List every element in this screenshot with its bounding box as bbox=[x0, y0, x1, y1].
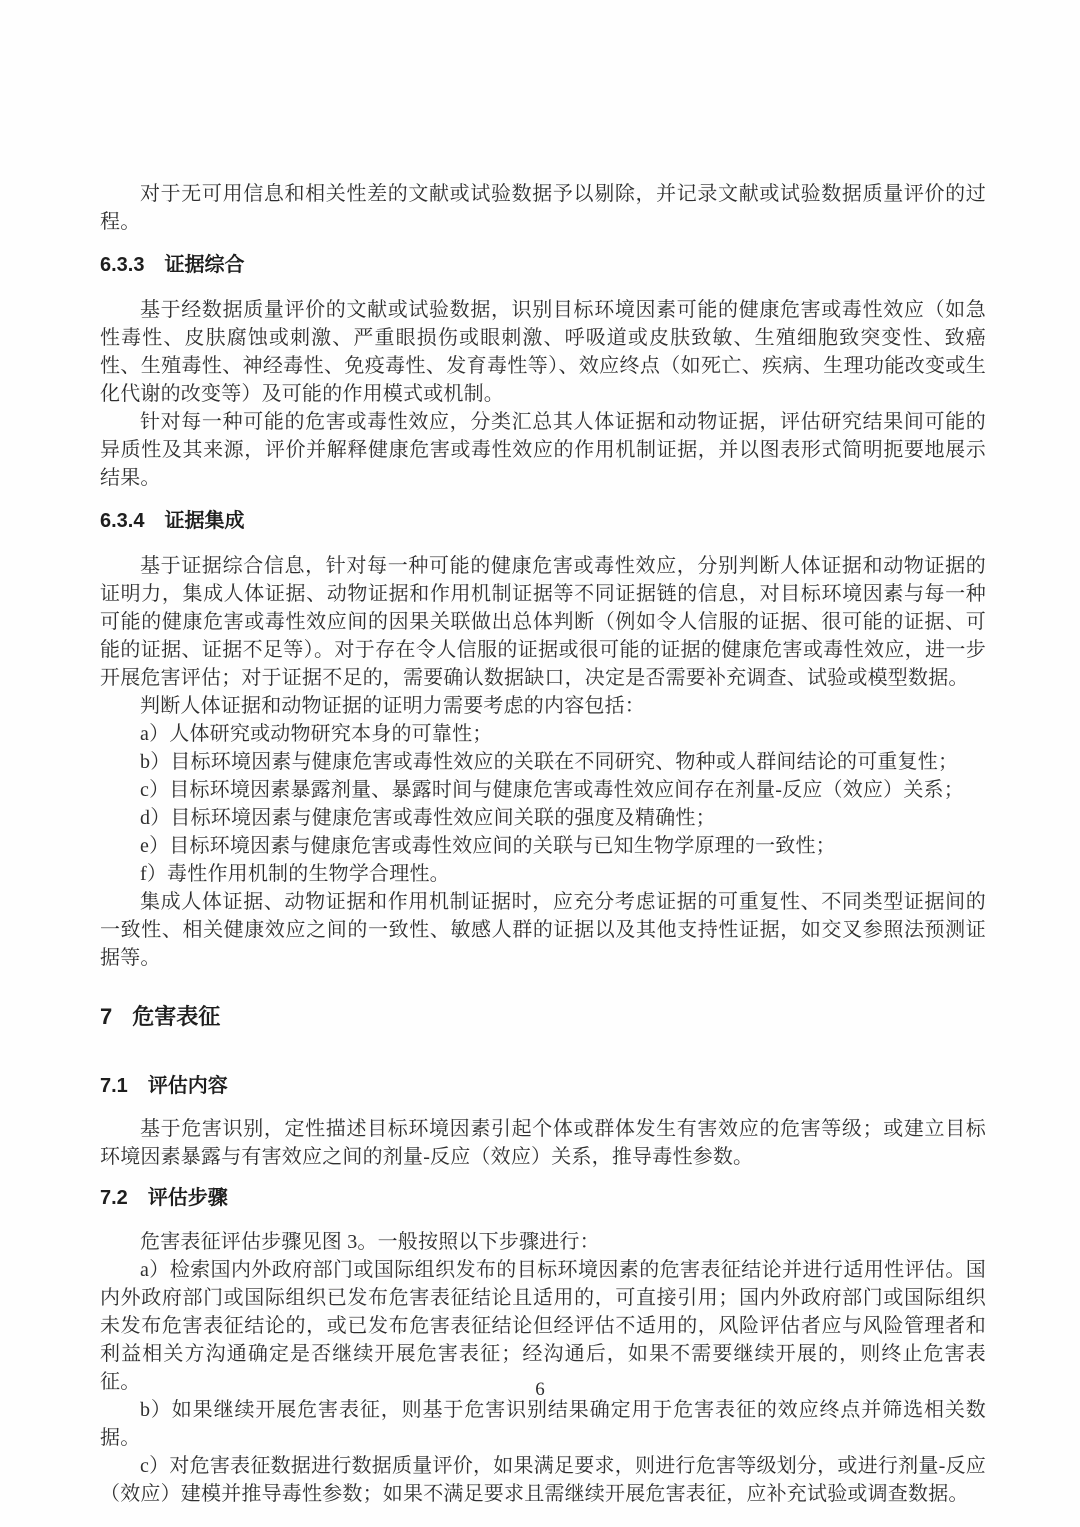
heading-title: 评估步骤 bbox=[147, 1187, 228, 1209]
paragraph-step-b: b）如果继续开展危害表征，则基于危害识别结果确定用于危害表征的效应终点并筛选相关数据。 bbox=[100, 1399, 986, 1449]
evidence-criteria-list bbox=[100, 720, 986, 888]
paragraph-steps-intro: 危害表征评估步骤见图 3。一般按照以下步骤进行： bbox=[140, 1231, 600, 1253]
heading-title: 证据集成 bbox=[164, 510, 245, 532]
heading-title: 危害表征 bbox=[132, 1004, 221, 1029]
heading-number: 6.3.4 bbox=[100, 510, 145, 532]
page-number: 6 bbox=[535, 1379, 545, 1400]
paragraph-integration-considerations: 集成人体证据、动物证据和作用机制证据时，应充分考虑证据的可重复性、不同类型证据间的一致性、相关健康效应之间的一致性、敏感人群的证据以及其他支持性证据，如交叉参照法预测证据等。 bbox=[100, 891, 986, 969]
list-item-c: c）目标环境因素暴露剂量、暴露时间与健康危害或毒性效应间存在剂量-反应（效应）关系； bbox=[140, 779, 964, 801]
paragraph-data-removal: 对于无可用信息和相关性差的文献或试验数据予以剔除，并记录文献或试验数据质量评价的过程。 bbox=[100, 183, 986, 233]
paragraph-list-intro: 判断人体证据和动物证据的证明力需要考虑的内容包括： bbox=[140, 695, 645, 717]
paragraph-step-c: c）对危害表征数据进行数据质量评价，如果满足要求，则进行危害等级划分，或进行剂量-反应（效应）建模并推导毒性参数；如果不满足要求且需继续开展危害表征，应补充试验或调查数据。 bbox=[100, 1455, 986, 1505]
list-item-d: d）目标环境因素与健康危害或毒性效应间关联的强度及精确性； bbox=[140, 807, 716, 829]
list-item-e: e）目标环境因素与健康危害或毒性效应间的关联与已知生物学原理的一致性； bbox=[140, 835, 836, 857]
paragraph-assessment-content: 基于危害识别，定性描述目标环境因素引起个体或群体发生有害效应的危害等级；或建立目标环境因素暴露与有害效应之间的剂量-反应（效应）关系，推导毒性参数。 bbox=[100, 1118, 986, 1168]
list-item-b: b）目标环境因素与健康危害或毒性效应的关联在不同研究、物种或人群间结论的可重复性； bbox=[140, 751, 959, 773]
heading-6-3-3 bbox=[100, 251, 986, 279]
paragraph-step-a: a）检索国内外政府部门或国际组织发布的目标环境因素的危害表征结论并进行适用性评估。国内外政府部门或国际组织已发布危害表征结论且适用的，可直接引用；国内外政府部门或国际组织未发布危害表征结论的，或已发布危害表征结论但经评估不适用的，风险评估者应与风险管理者和利益相关方沟通确定是否继续开展危害表征；经沟通后，如果不需要继续开展的，则终止危害表征。 bbox=[100, 1259, 986, 1393]
heading-7-2 bbox=[100, 1184, 986, 1212]
heading-number: 6.3.3 bbox=[100, 254, 145, 276]
heading-7-1 bbox=[100, 1072, 986, 1100]
list-item-a: a）人体研究或动物研究本身的可靠性； bbox=[140, 723, 493, 745]
paragraph-evidence-integration: 基于证据综合信息，针对每一种可能的健康危害或毒性效应，分别判断人体证据和动物证据的证明力，集成人体证据、动物证据和作用机制证据等不同证据链的信息，对目标环境因素与每一种可能的健康危害或毒性效应间的因果关联做出总体判断（例如令人信服的证据、很可能的证据、可能的证据、证据不足等）。对于存在令人信服的证据或很可能的证据的健康危害或毒性效应，进一步开展危害评估；对于证据不足的，需要确认数据缺口，决定是否需要补充调查、试验或模型数据。 bbox=[100, 555, 986, 689]
heading-number: 7 bbox=[100, 1004, 113, 1029]
heading-number: 7.1 bbox=[100, 1075, 128, 1097]
heading-title: 评估内容 bbox=[147, 1075, 228, 1097]
paragraph-effect-summary: 针对每一种可能的危害或毒性效应，分类汇总其人体证据和动物证据，评估研究结果间可能的异质性及其来源，评价并解释健康危害或毒性效应的作用机制证据，并以图表形式简明扼要地展示结果。 bbox=[100, 411, 986, 489]
chapter-heading-7 bbox=[100, 1002, 986, 1032]
paragraph-evidence-synthesis: 基于经数据质量评价的文献或试验数据，识别目标环境因素可能的健康危害或毒性效应（如急性毒性、皮肤腐蚀或刺激、严重眼损伤或眼刺激、呼吸道或皮肤致敏、生殖细胞致突变性、致癌性、生殖毒性、神经毒性、免疫毒性、发育毒性等）、效应终点（如死亡、疾病、生理功能改变或生化代谢的改变等）及可能的作用模式或机制。 bbox=[100, 299, 986, 405]
list-item-f: f）毒性作用机制的生物学合理性。 bbox=[140, 863, 450, 885]
heading-number: 7.2 bbox=[100, 1187, 128, 1209]
heading-title: 证据综合 bbox=[164, 254, 245, 276]
heading-6-3-4 bbox=[100, 507, 986, 535]
